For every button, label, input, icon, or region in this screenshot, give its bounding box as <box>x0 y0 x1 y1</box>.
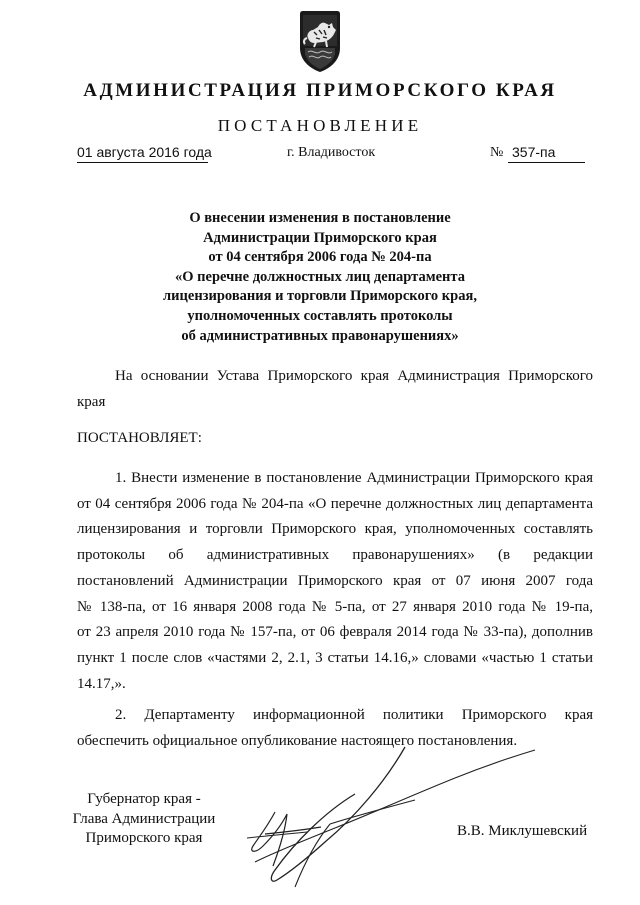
item-1-line: № 138-па, от 16 января 2008 года № 5-па, от 27 января 2010 года № 19-па, <box>77 598 593 615</box>
item-2-line: обеспечить официальное опубликование настоящего постановления. <box>77 732 518 749</box>
document-date: 01 августа 2016 года <box>77 144 212 160</box>
basis-line: На основании Устава Приморского края Администрация Приморского <box>115 368 593 384</box>
signatory-name: В.В. Миклушевский <box>457 823 588 839</box>
subject-line: об административных правонарушениях» <box>181 327 459 344</box>
subject-line: уполномоченных составлять протоколы <box>187 307 453 324</box>
signatory-position <box>64 790 224 849</box>
position-line: Губернатор края - <box>87 791 201 807</box>
subject-line: Администрации Приморского края <box>203 229 437 246</box>
document-type: ПОСТАНОВЛЕНИЕ <box>217 116 423 135</box>
item-1-line: 1. Внести изменение в постановление Администрации Приморского края <box>115 470 593 486</box>
basis-paragraph <box>77 364 593 415</box>
document-number-label: № <box>490 145 504 160</box>
position-line: Приморского края <box>85 830 203 847</box>
item-1-paragraph <box>77 466 593 697</box>
item-1-line: 14.17,». <box>77 675 126 692</box>
primorsky-krai-coat-of-arms-icon <box>296 8 344 74</box>
subject-line: О внесении изменения в постановление <box>189 210 451 226</box>
item-1-line: пункт 1 после слов «частями 2, 2.1, 3 статьи 14.16,» словами «частью 1 статьи <box>77 649 593 666</box>
number-underline <box>508 162 585 163</box>
item-1-line: протоколы об административных правонарушениях» (в редакции <box>77 547 593 564</box>
item-2-line: 2. Департаменту информационной политики Приморского края <box>115 707 593 723</box>
subject-line: от 04 сентября 2006 года № 204-па <box>208 249 432 266</box>
item-1-line: от 23 апреля 2010 года № 157-па, от 06 февраля 2014 года № 33-па), дополнив <box>77 624 593 641</box>
decree-heading: ПОСТАНОВЛЯЕТ: <box>77 430 202 446</box>
organization-title: АДМИНИСТРАЦИЯ ПРИМОРСКОГО КРАЯ <box>83 80 557 101</box>
date-underline <box>77 162 208 163</box>
position-line: Глава Администрации <box>72 810 216 827</box>
document-subject <box>120 209 520 346</box>
document-city: г. Владивосток <box>287 145 376 160</box>
subject-line: лицензирования и торговли Приморского края, <box>163 288 477 305</box>
subject-line: «О перечне должностных лиц департамента <box>175 268 465 285</box>
item-1-line: постановлений Администрации Приморского края от 07 июня 2007 года <box>77 572 593 589</box>
handwritten-signature <box>235 742 615 892</box>
item-1-line: от 04 сентября 2006 года № 204-па «О перечне должностных лиц департамента <box>77 495 593 512</box>
item-1-line: лицензирования и торговли Приморского края, уполномоченных составлять <box>77 521 593 538</box>
basis-line: края <box>77 393 106 410</box>
document-number: 357-па <box>512 144 556 160</box>
